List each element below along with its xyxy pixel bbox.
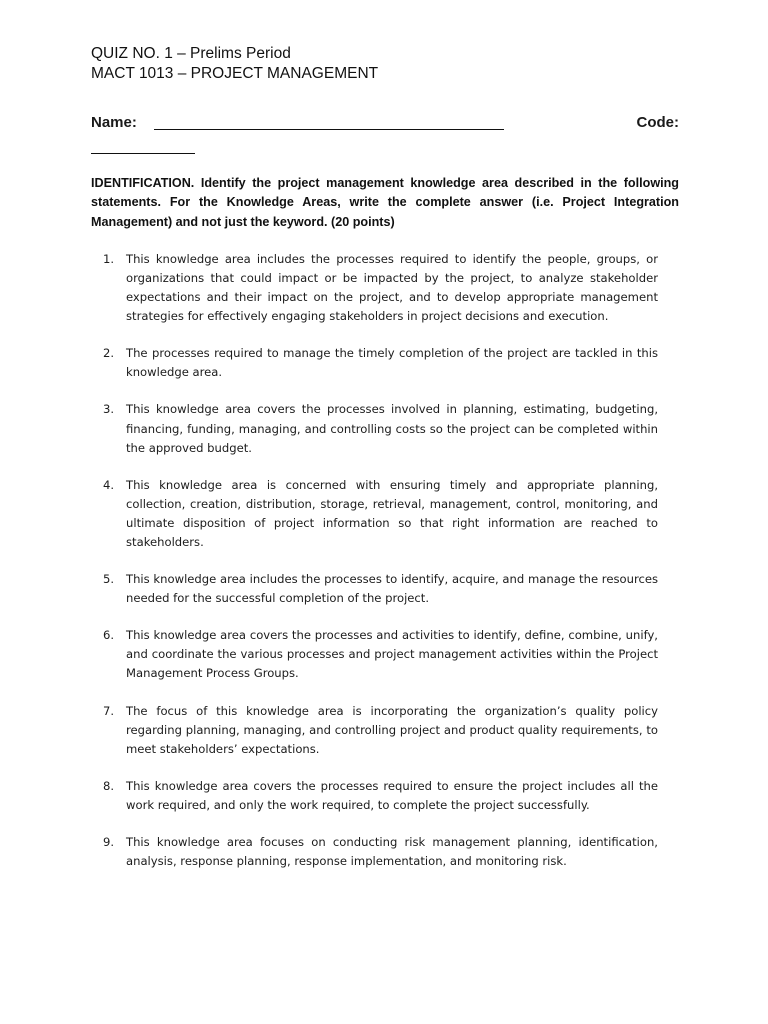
question-item bbox=[91, 570, 658, 608]
question-number: 5. bbox=[103, 572, 115, 587]
question-text: This knowledge area covers the processes involved in planning, estimating, budgeting, financing, funding, managing, and controlling costs so the project can be completed within the approved budget. bbox=[126, 402, 658, 455]
question-item bbox=[91, 626, 658, 683]
question-text: This knowledge area focuses on conducting risk management planning, identification, analysis, response planning, response implementation, and monitoring risk. bbox=[126, 835, 658, 869]
question-item bbox=[91, 250, 658, 326]
question-item bbox=[91, 702, 658, 759]
question-number: 7. bbox=[103, 703, 115, 718]
question-number: 8. bbox=[103, 778, 115, 793]
instructions: IDENTIFICATION. Identify the project management knowledge area described in the following statements. For the Knowledge Areas, write the complete answer (i.e. Project Integration Management) and not just the keyword. (20 points) bbox=[91, 176, 679, 229]
question-text: This knowledge area covers the processes and activities to identify, define, combine, unify, and coordinate the various processes and project management activities within the Project Management Process Groups. bbox=[126, 628, 658, 681]
question-number: 9. bbox=[103, 835, 115, 850]
code-label: Code: bbox=[636, 114, 679, 131]
question-number: 4. bbox=[103, 477, 115, 492]
question-text: This knowledge area covers the processes required to ensure the project includes all the work required, and only the work required, to complete the project successfully. bbox=[126, 778, 658, 812]
question-text: This knowledge area includes the processes required to identify the people, groups, or organizations that could impact or be impacted by the project, to analyze stakeholder expectations and their impact on the project, and to develop appropriate management strategies for effectively engaging stakeholders in project decisions and execution. bbox=[126, 251, 658, 324]
question-text: This knowledge area is concerned with ensuring timely and appropriate planning, collection, creation, distribution, storage, retrieval, management, control, monitoring, and ultimate disposition of project information so that right information are reached to stakeholders. bbox=[126, 477, 658, 550]
question-text: The processes required to manage the timely completion of the project are tackled in this knowledge area. bbox=[126, 346, 658, 380]
question-number: 3. bbox=[103, 402, 115, 417]
question-item bbox=[91, 400, 658, 457]
question-text: This knowledge area includes the processes to identify, acquire, and manage the resources needed for the successful completion of the project. bbox=[126, 572, 658, 606]
question-item bbox=[91, 833, 658, 871]
quiz-page bbox=[91, 44, 679, 889]
question-list bbox=[91, 250, 658, 871]
question-item bbox=[91, 344, 658, 382]
question-item bbox=[91, 476, 658, 552]
name-code-row bbox=[91, 114, 679, 136]
question-number: 6. bbox=[103, 628, 115, 643]
question-number: 1. bbox=[103, 251, 115, 266]
code-blank[interactable] bbox=[91, 139, 195, 154]
question-text: The focus of this knowledge area is incorporating the organization’s quality policy regarding planning, managing, and controlling project and product quality requirements, to meet stakeholders’ expectations. bbox=[126, 703, 658, 756]
name-label: Name: bbox=[91, 114, 137, 131]
quiz-title: QUIZ NO. 1 – Prelims Period bbox=[91, 45, 291, 62]
course-title: MACT 1013 – PROJECT MANAGEMENT bbox=[91, 65, 379, 82]
question-number: 2. bbox=[103, 346, 115, 361]
question-item bbox=[91, 777, 658, 815]
name-blank[interactable] bbox=[154, 129, 504, 130]
